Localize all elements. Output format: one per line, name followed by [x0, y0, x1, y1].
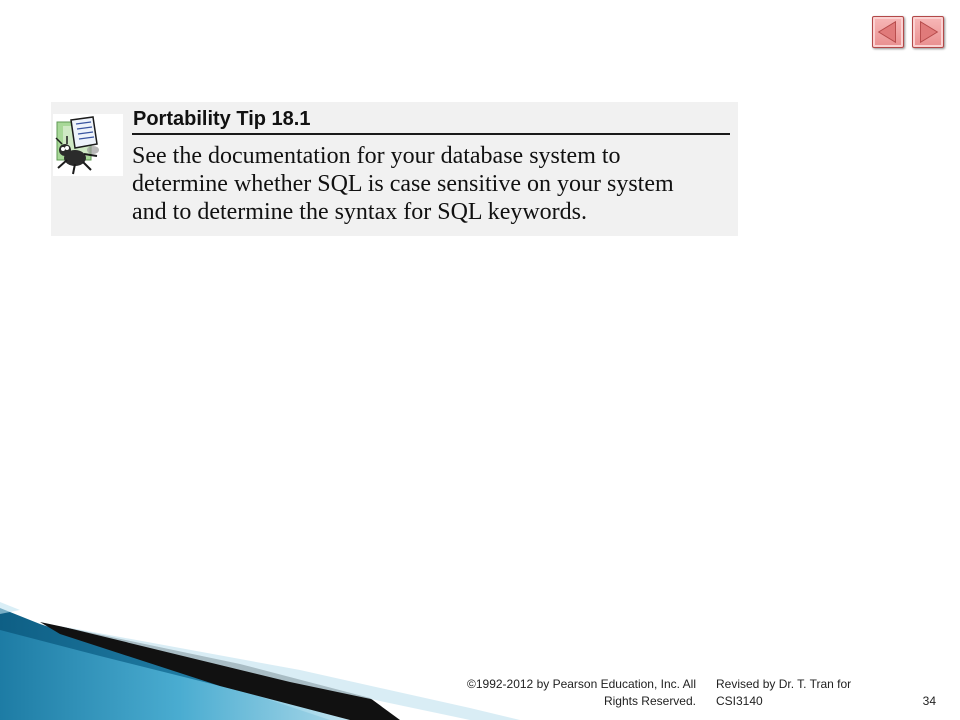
- bug-holding-document-icon: [53, 114, 123, 176]
- footer-revised-line: Revised by Dr. T. Tran for: [716, 677, 852, 691]
- next-slide-button[interactable]: [912, 16, 944, 48]
- previous-slide-button[interactable]: [872, 16, 904, 48]
- portability-tip-box: [51, 102, 738, 236]
- footer-copyright-line: ©1992-2012 by Pearson Education, Inc. All: [467, 677, 696, 691]
- footer-revised-note: [716, 676, 896, 710]
- slide-number: 34: [922, 694, 936, 708]
- tip-body: [132, 142, 737, 226]
- footer-copyright-line: Rights Reserved.: [603, 694, 696, 708]
- tip-body-line: determine whether SQL is case sensitive on your system: [132, 171, 674, 197]
- footer-revised-line: CSI3140: [716, 694, 763, 708]
- tip-title: Portability Tip 18.1: [133, 108, 311, 130]
- triangle-right-icon: [913, 17, 943, 47]
- footer-copyright: [420, 676, 696, 710]
- tip-body-line: See the documentation for your database system to: [132, 143, 621, 169]
- tip-body-line: and to determine the syntax for SQL keywords.: [132, 199, 588, 225]
- tip-title-underline: [132, 133, 730, 135]
- triangle-left-icon: [873, 17, 903, 47]
